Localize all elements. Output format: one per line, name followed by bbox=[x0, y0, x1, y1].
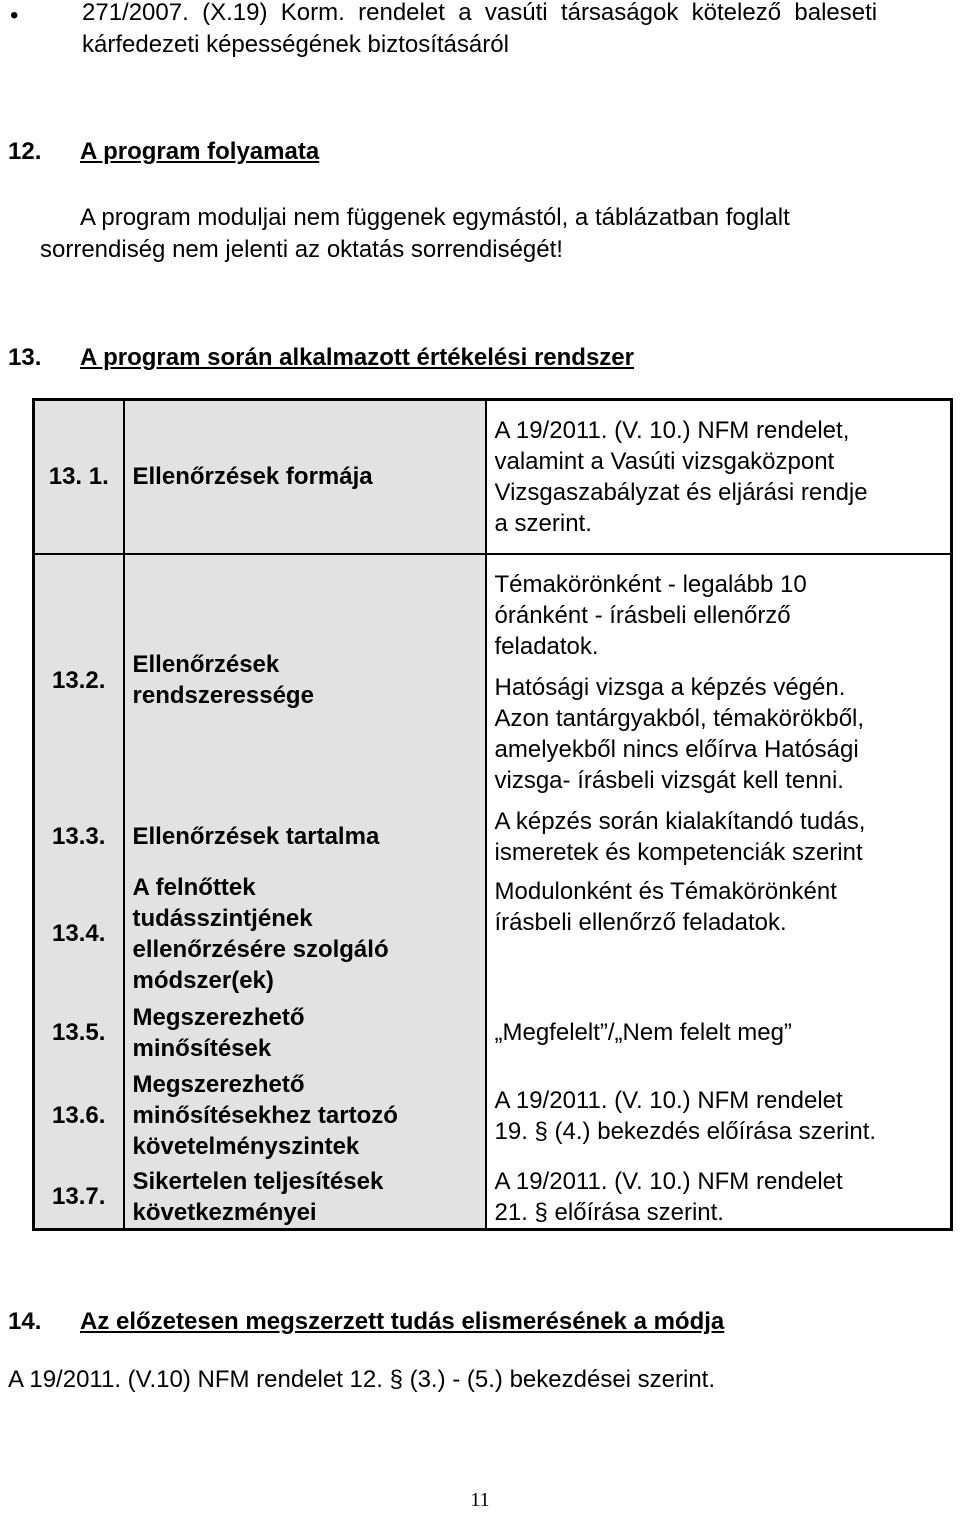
table-row bbox=[34, 554, 952, 806]
value-line: A 19/2011. (V. 10.) NFM rendelet bbox=[494, 1167, 843, 1195]
section-14-title-wrap bbox=[80, 1306, 724, 1338]
row-number: 13. 1. bbox=[34, 400, 124, 554]
value-line: valamint a Vasúti vizsgaközpont bbox=[494, 447, 835, 475]
section-13-number: 13. bbox=[8, 344, 42, 371]
bullet-symbol: • bbox=[10, 2, 19, 29]
section-14-text: A 19/2011. (V.10) NFM rendelet 12. § (3.) - (5.) bekezdései szerint. bbox=[8, 1366, 716, 1393]
value-line: a szerint. bbox=[494, 509, 592, 537]
value-line: óránként - írásbeli ellenőrző bbox=[494, 601, 791, 629]
value-line: Modulonként és Témakörönként bbox=[494, 877, 837, 905]
value-line: A 19/2011. (V. 10.) NFM rendelet, bbox=[494, 416, 850, 444]
row-number: 13.3. bbox=[34, 806, 124, 868]
table-row bbox=[34, 868, 952, 1000]
row-number: 13.2. bbox=[34, 554, 124, 806]
label-line: módszer(ek) bbox=[132, 966, 274, 994]
section-14-title: Az előzetesen megszerzett tudás elismerésének a módja bbox=[80, 1308, 725, 1335]
label-line: következményei bbox=[132, 1198, 317, 1226]
value-line: Hatósági vizsga a képzés végén. bbox=[494, 673, 846, 701]
row-value bbox=[486, 806, 952, 868]
row-label bbox=[124, 1066, 486, 1166]
value-line: Azon tantárgyakból, témakörökből, bbox=[494, 704, 865, 732]
bullet-line-2: kárfedezeti képességének biztosításáról bbox=[82, 31, 509, 58]
table-row bbox=[34, 400, 952, 554]
row-value bbox=[486, 1066, 952, 1166]
label-line: követelményszintek bbox=[132, 1133, 360, 1160]
section-14-number: 14. bbox=[8, 1308, 42, 1335]
section-12-line-1: A program moduljai nem függenek egymástól, a táblázatban foglalt bbox=[80, 204, 790, 231]
label-line: minősítések bbox=[132, 1034, 272, 1062]
row-value bbox=[486, 1000, 952, 1066]
label-line: Megszerezhető bbox=[132, 1071, 305, 1098]
value-line: ismeretek és kompetenciák szerint bbox=[494, 838, 863, 866]
label-line: A felnőttek bbox=[132, 873, 256, 901]
value-line: A 19/2011. (V. 10.) NFM rendelet bbox=[494, 1086, 843, 1114]
section-13-title: A program során alkalmazott értékelési rendszer bbox=[80, 344, 634, 371]
label-line: Ellenőrzések bbox=[132, 651, 280, 678]
table-row bbox=[34, 806, 952, 868]
value-line: Témakörönként - legalább 10 bbox=[494, 570, 807, 598]
section-12-title-wrap bbox=[80, 136, 319, 168]
page-number: 11 bbox=[470, 1489, 490, 1511]
value-line: feladatok. bbox=[494, 632, 599, 660]
label-line: Sikertelen teljesítések bbox=[132, 1167, 384, 1195]
section-13-title-wrap bbox=[80, 342, 634, 374]
row-label bbox=[124, 868, 486, 1000]
label-line: Megszerezhető bbox=[132, 1003, 305, 1031]
value-line: 19. § (4.) bekezdés előírása szerint. bbox=[494, 1117, 877, 1145]
value-line: írásbeli ellenőrző feladatok. bbox=[494, 908, 787, 936]
row-label bbox=[124, 554, 486, 806]
value-line: amelyekből nincs előírva Hatósági bbox=[494, 735, 859, 763]
bullet-text bbox=[82, 0, 960, 61]
row-number: 13.5. bbox=[34, 1000, 124, 1066]
value-line: „Megfelelt”/„Nem felelt meg” bbox=[494, 1019, 792, 1046]
row-label bbox=[124, 806, 486, 868]
section-12-heading bbox=[8, 136, 41, 168]
row-label bbox=[124, 400, 486, 554]
row-number: 13.4. bbox=[34, 868, 124, 1000]
section-12-number: 12. bbox=[8, 138, 42, 165]
row-label bbox=[124, 1000, 486, 1066]
value-line: 21. § előírása szerint. bbox=[494, 1198, 724, 1226]
value-line: vizsga- írásbeli vizsgát kell tenni. bbox=[494, 766, 844, 794]
row-number: 13.6. bbox=[34, 1066, 124, 1166]
value-line: A képzés során kialakítandó tudás, bbox=[494, 807, 866, 835]
label-line: Ellenőrzések tartalma bbox=[132, 823, 380, 850]
row-value bbox=[486, 1166, 952, 1230]
row-value bbox=[486, 400, 952, 554]
value-line: Vizsgaszabályzat és eljárási rendje bbox=[494, 478, 868, 506]
row-value bbox=[486, 554, 952, 806]
row-value bbox=[486, 868, 952, 1000]
label-line: tudásszintjének bbox=[132, 904, 313, 932]
evaluation-table bbox=[32, 398, 953, 1231]
table-row bbox=[34, 1000, 952, 1066]
section-14-heading bbox=[8, 1306, 41, 1338]
section-12-line-2: sorrendiség nem jelenti az oktatás sorrendiségét! bbox=[40, 236, 563, 263]
bullet-line-1: 271/2007. (X.19) Korm. rendelet a vasúti társaságok kötelező baleseti bbox=[82, 0, 878, 26]
row-label bbox=[124, 1166, 486, 1230]
label-line: rendszeressége bbox=[132, 682, 314, 709]
row-number: 13.7. bbox=[34, 1166, 124, 1230]
label-line: minősítésekhez tartozó bbox=[132, 1102, 398, 1129]
table-row bbox=[34, 1166, 952, 1230]
label-line: ellenőrzésére szolgáló bbox=[132, 935, 389, 963]
section-12-title: A program folyamata bbox=[80, 138, 320, 165]
section-13-heading bbox=[8, 342, 41, 374]
label-line: Ellenőrzések formája bbox=[132, 463, 373, 491]
table-row bbox=[34, 1066, 952, 1166]
